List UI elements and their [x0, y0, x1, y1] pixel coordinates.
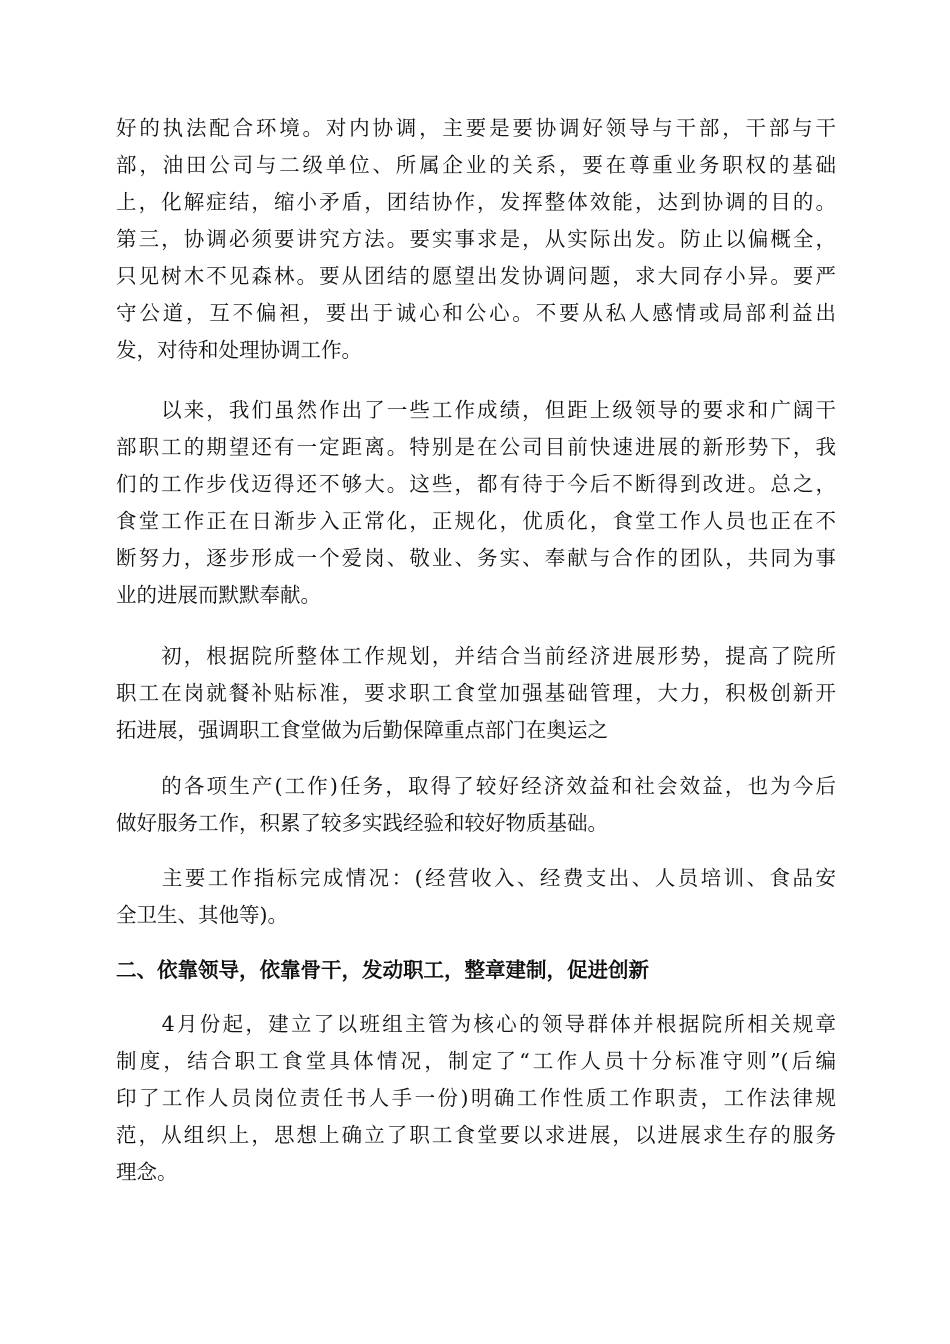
text-line: 4月份起，建立了以班组主管为核心的领导群体并根据院所相关规章	[116, 1012, 836, 1036]
text-line: 部职工的期望还有一定距离。特别是在公司目前快速进展的新形势下，我	[116, 435, 836, 459]
section-heading	[116, 952, 836, 989]
text-line: 理念。	[116, 1160, 178, 1184]
text-line: 范，从组织上，思想上确立了职工食堂要以求进展，以进展求生存的服务	[116, 1123, 836, 1147]
text-line: 们的工作步伐迈得还不够大。这些，都有待于今后不断得到改进。总之，	[116, 472, 836, 496]
text-line: 拓进展，强调职工食堂做为后勤保障重点部门在奥运之	[116, 718, 608, 742]
paragraph-tasks	[116, 768, 836, 842]
text-line: 只见树木不见森林。要从团结的愿望出发协调问题，求大同存小异。要严	[116, 264, 836, 288]
text-line: 断努力，逐步形成一个爱岗、敬业、务实、奉献与合作的团队，共同为事	[116, 546, 836, 570]
text-line: 发，对待和处理协调工作。	[116, 338, 362, 362]
text-line: 做好服务工作，积累了较多实践经验和较好物质基础。	[116, 811, 608, 835]
text-line: 第三，协调必须要讲究方法。要实事求是，从实际出发。防止以偏概全，	[116, 227, 836, 251]
text-line: 全卫生、其他等)。	[116, 903, 288, 927]
heading-text: 二、依靠领导，依靠骨干，发动职工，整章建制，促进创新	[116, 958, 649, 982]
paragraph-planning	[116, 638, 836, 749]
paragraph-coordination-methods	[116, 110, 836, 369]
text-line: 职工在岗就餐补贴标准，要求职工食堂加强基础管理，大力，积极创新开	[116, 681, 836, 705]
text-line: 业的进展而默默奉献。	[116, 583, 321, 607]
text-line: 守公道，互不偏袒，要出于诚心和公心。不要从私人感情或局部利益出	[116, 301, 836, 325]
text-line: 食堂工作正在日渐步入正常化，正规化，优质化，食堂工作人员也正在不	[116, 509, 836, 533]
text-line: 好的执法配合环境。对内协调，主要是要协调好领导与干部，干部与干	[116, 116, 836, 140]
text-line: 初，根据院所整体工作规划，并结合当前经济进展形势，提高了院所	[116, 644, 836, 668]
paragraph-achievements	[116, 392, 836, 614]
text-line: 制度，结合职工食堂具体情况，制定了“工作人员十分标准守则”(后编	[116, 1049, 836, 1073]
text-line: 主要工作指标完成情况：(经营收入、经费支出、人员培训、食品安	[116, 866, 836, 890]
paragraph-rules	[116, 1006, 836, 1191]
text-line: 的各项生产(工作)任务，取得了较好经济效益和社会效益，也为今后	[116, 774, 836, 798]
text-line: 以来，我们虽然作出了一些工作成绩，但距上级领导的要求和广阔干	[116, 398, 836, 422]
text-line: 印了工作人员岗位责任书人手一份)明确工作性质工作职责，工作法律规	[116, 1086, 836, 1110]
text-line: 部，油田公司与二级单位、所属企业的关系，要在尊重业务职权的基础	[116, 153, 836, 177]
paragraph-indicators	[116, 860, 836, 934]
text-line: 上，化解症结，缩小矛盾，团结协作，发挥整体效能，达到协调的目的。	[116, 190, 836, 214]
